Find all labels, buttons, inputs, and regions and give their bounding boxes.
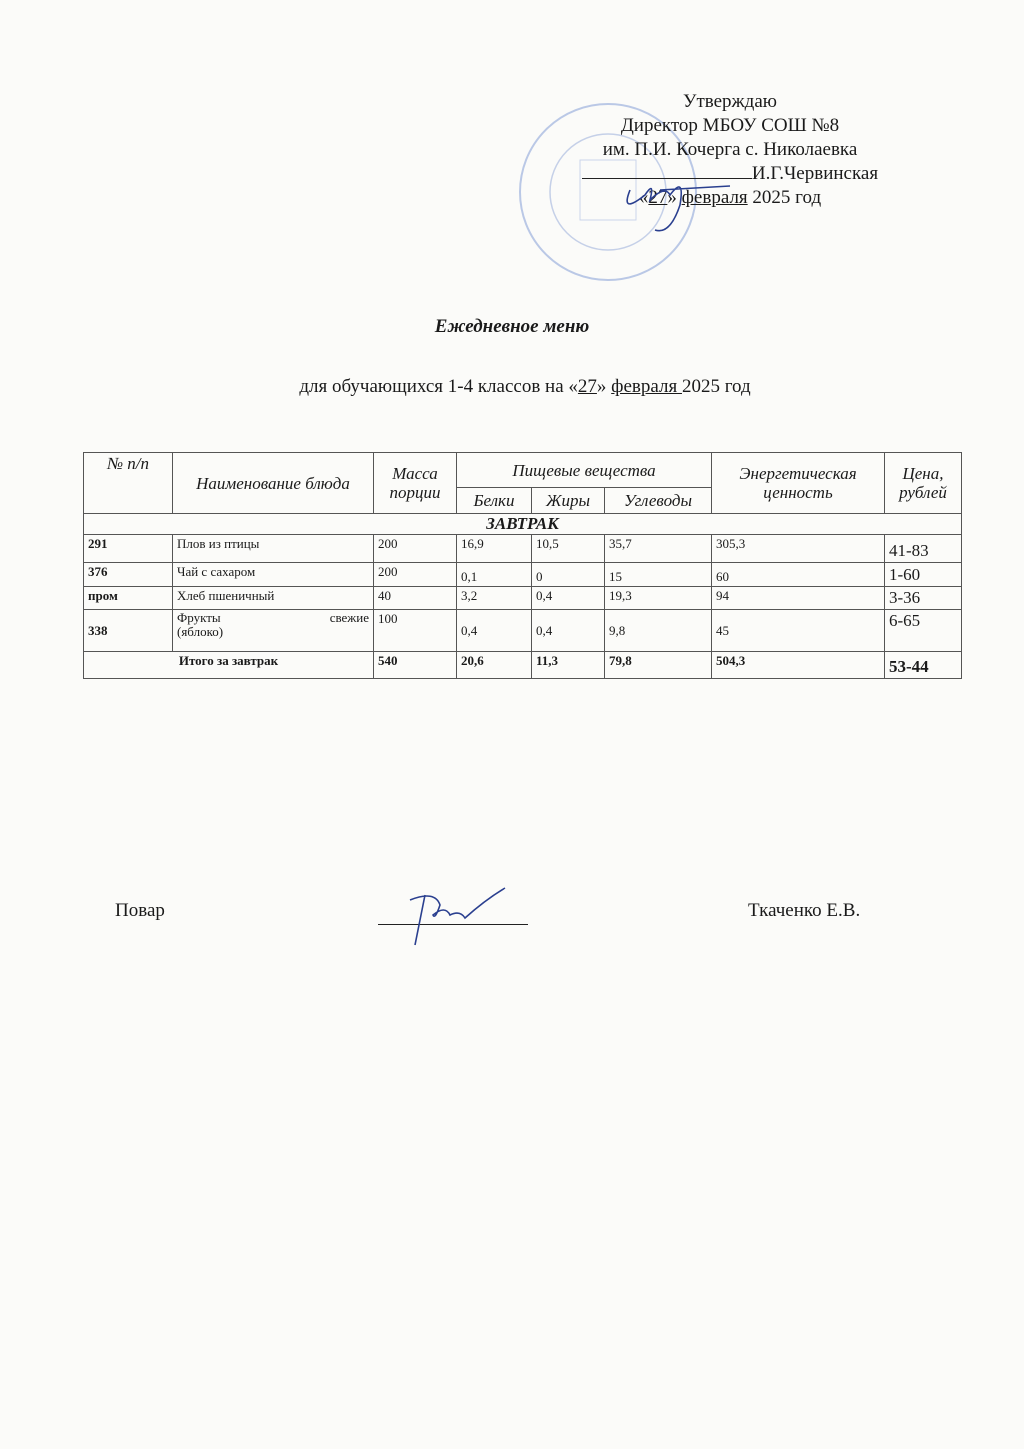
header-carbs: Углеводы bbox=[605, 488, 712, 514]
cell-carbs: 9,8 bbox=[605, 610, 712, 652]
cell-energy: 305,3 bbox=[712, 535, 885, 563]
approval-position: Директор МБОУ СОШ №8 bbox=[620, 115, 840, 136]
cell-mass: 100 bbox=[374, 610, 457, 652]
total-fat: 11,3 bbox=[532, 652, 605, 679]
page-subtitle: для обучающихся 1-4 классов на «27» февраля 2025 год bbox=[299, 376, 751, 397]
cell-fat: 0,4 bbox=[532, 587, 605, 610]
page-title: Ежедневное меню bbox=[434, 316, 590, 337]
total-mass: 540 bbox=[374, 652, 457, 679]
header-num: № п/п bbox=[84, 453, 173, 514]
cell-fat: 10,5 bbox=[532, 535, 605, 563]
header-price: Цена, рублей bbox=[885, 453, 962, 514]
cell-name: Плов из птицы bbox=[173, 535, 374, 563]
cell-num: пром bbox=[84, 587, 173, 610]
cell-price: 41-83 bbox=[885, 535, 962, 563]
total-label: Итого за завтрак bbox=[84, 652, 374, 679]
approval-heading: Утверждаю bbox=[683, 91, 777, 112]
cell-carbs: 19,3 bbox=[605, 587, 712, 610]
approval-date: «27» февраля 2025 год bbox=[638, 187, 822, 208]
cell-protein: 16,9 bbox=[457, 535, 532, 563]
table-row bbox=[84, 535, 962, 563]
section-breakfast: ЗАВТРАК bbox=[84, 514, 962, 535]
cook-name: Ткаченко Е.В. bbox=[748, 900, 861, 921]
table-row bbox=[84, 563, 962, 587]
cell-price: 6-65 bbox=[885, 610, 962, 652]
cell-energy: 94 bbox=[712, 587, 885, 610]
header-mass: Масса порции bbox=[374, 453, 457, 514]
cell-price: 3-36 bbox=[885, 587, 962, 610]
total-energy: 504,3 bbox=[712, 652, 885, 679]
approval-school: им. П.И. Кочерга с. Николаевка bbox=[602, 139, 858, 160]
cell-protein: 0,1 bbox=[457, 563, 532, 587]
approval-signer: И.Г.Червинская bbox=[751, 163, 879, 184]
table-row bbox=[84, 587, 962, 610]
cell-mass: 200 bbox=[374, 563, 457, 587]
cell-protein: 3,2 bbox=[457, 587, 532, 610]
cell-num: 376 bbox=[84, 563, 173, 587]
cell-carbs: 35,7 bbox=[605, 535, 712, 563]
cell-fat: 0,4 bbox=[532, 610, 605, 652]
table-row bbox=[84, 610, 962, 652]
cell-price: 1-60 bbox=[885, 563, 962, 587]
header-energy: Энергетическая ценность bbox=[712, 453, 885, 514]
cell-name: Хлеб пшеничный bbox=[173, 587, 374, 610]
cell-carbs: 15 bbox=[605, 563, 712, 587]
cell-mass: 40 bbox=[374, 587, 457, 610]
header-nutrients: Пищевые вещества bbox=[457, 453, 712, 488]
director-signature bbox=[600, 160, 740, 240]
cell-energy: 60 bbox=[712, 563, 885, 587]
menu-table bbox=[83, 452, 962, 679]
cell-num: 338 bbox=[84, 610, 173, 652]
header-protein: Белки bbox=[457, 488, 532, 514]
cell-num: 291 bbox=[84, 535, 173, 563]
cell-mass: 200 bbox=[374, 535, 457, 563]
total-protein: 20,6 bbox=[457, 652, 532, 679]
cook-role: Повар bbox=[115, 900, 165, 921]
total-row bbox=[84, 652, 962, 679]
cell-name: Чай с сахаром bbox=[173, 563, 374, 587]
cell-fat: 0 bbox=[532, 563, 605, 587]
cell-protein: 0,4 bbox=[457, 610, 532, 652]
header-fat: Жиры bbox=[532, 488, 605, 514]
cook-signature bbox=[395, 880, 515, 955]
cell-energy: 45 bbox=[712, 610, 885, 652]
total-price: 53-44 bbox=[885, 652, 962, 679]
header-name: Наименование блюда bbox=[173, 453, 374, 514]
cell-name: Фрукты свежие (яблоко) bbox=[173, 610, 374, 652]
total-carbs: 79,8 bbox=[605, 652, 712, 679]
